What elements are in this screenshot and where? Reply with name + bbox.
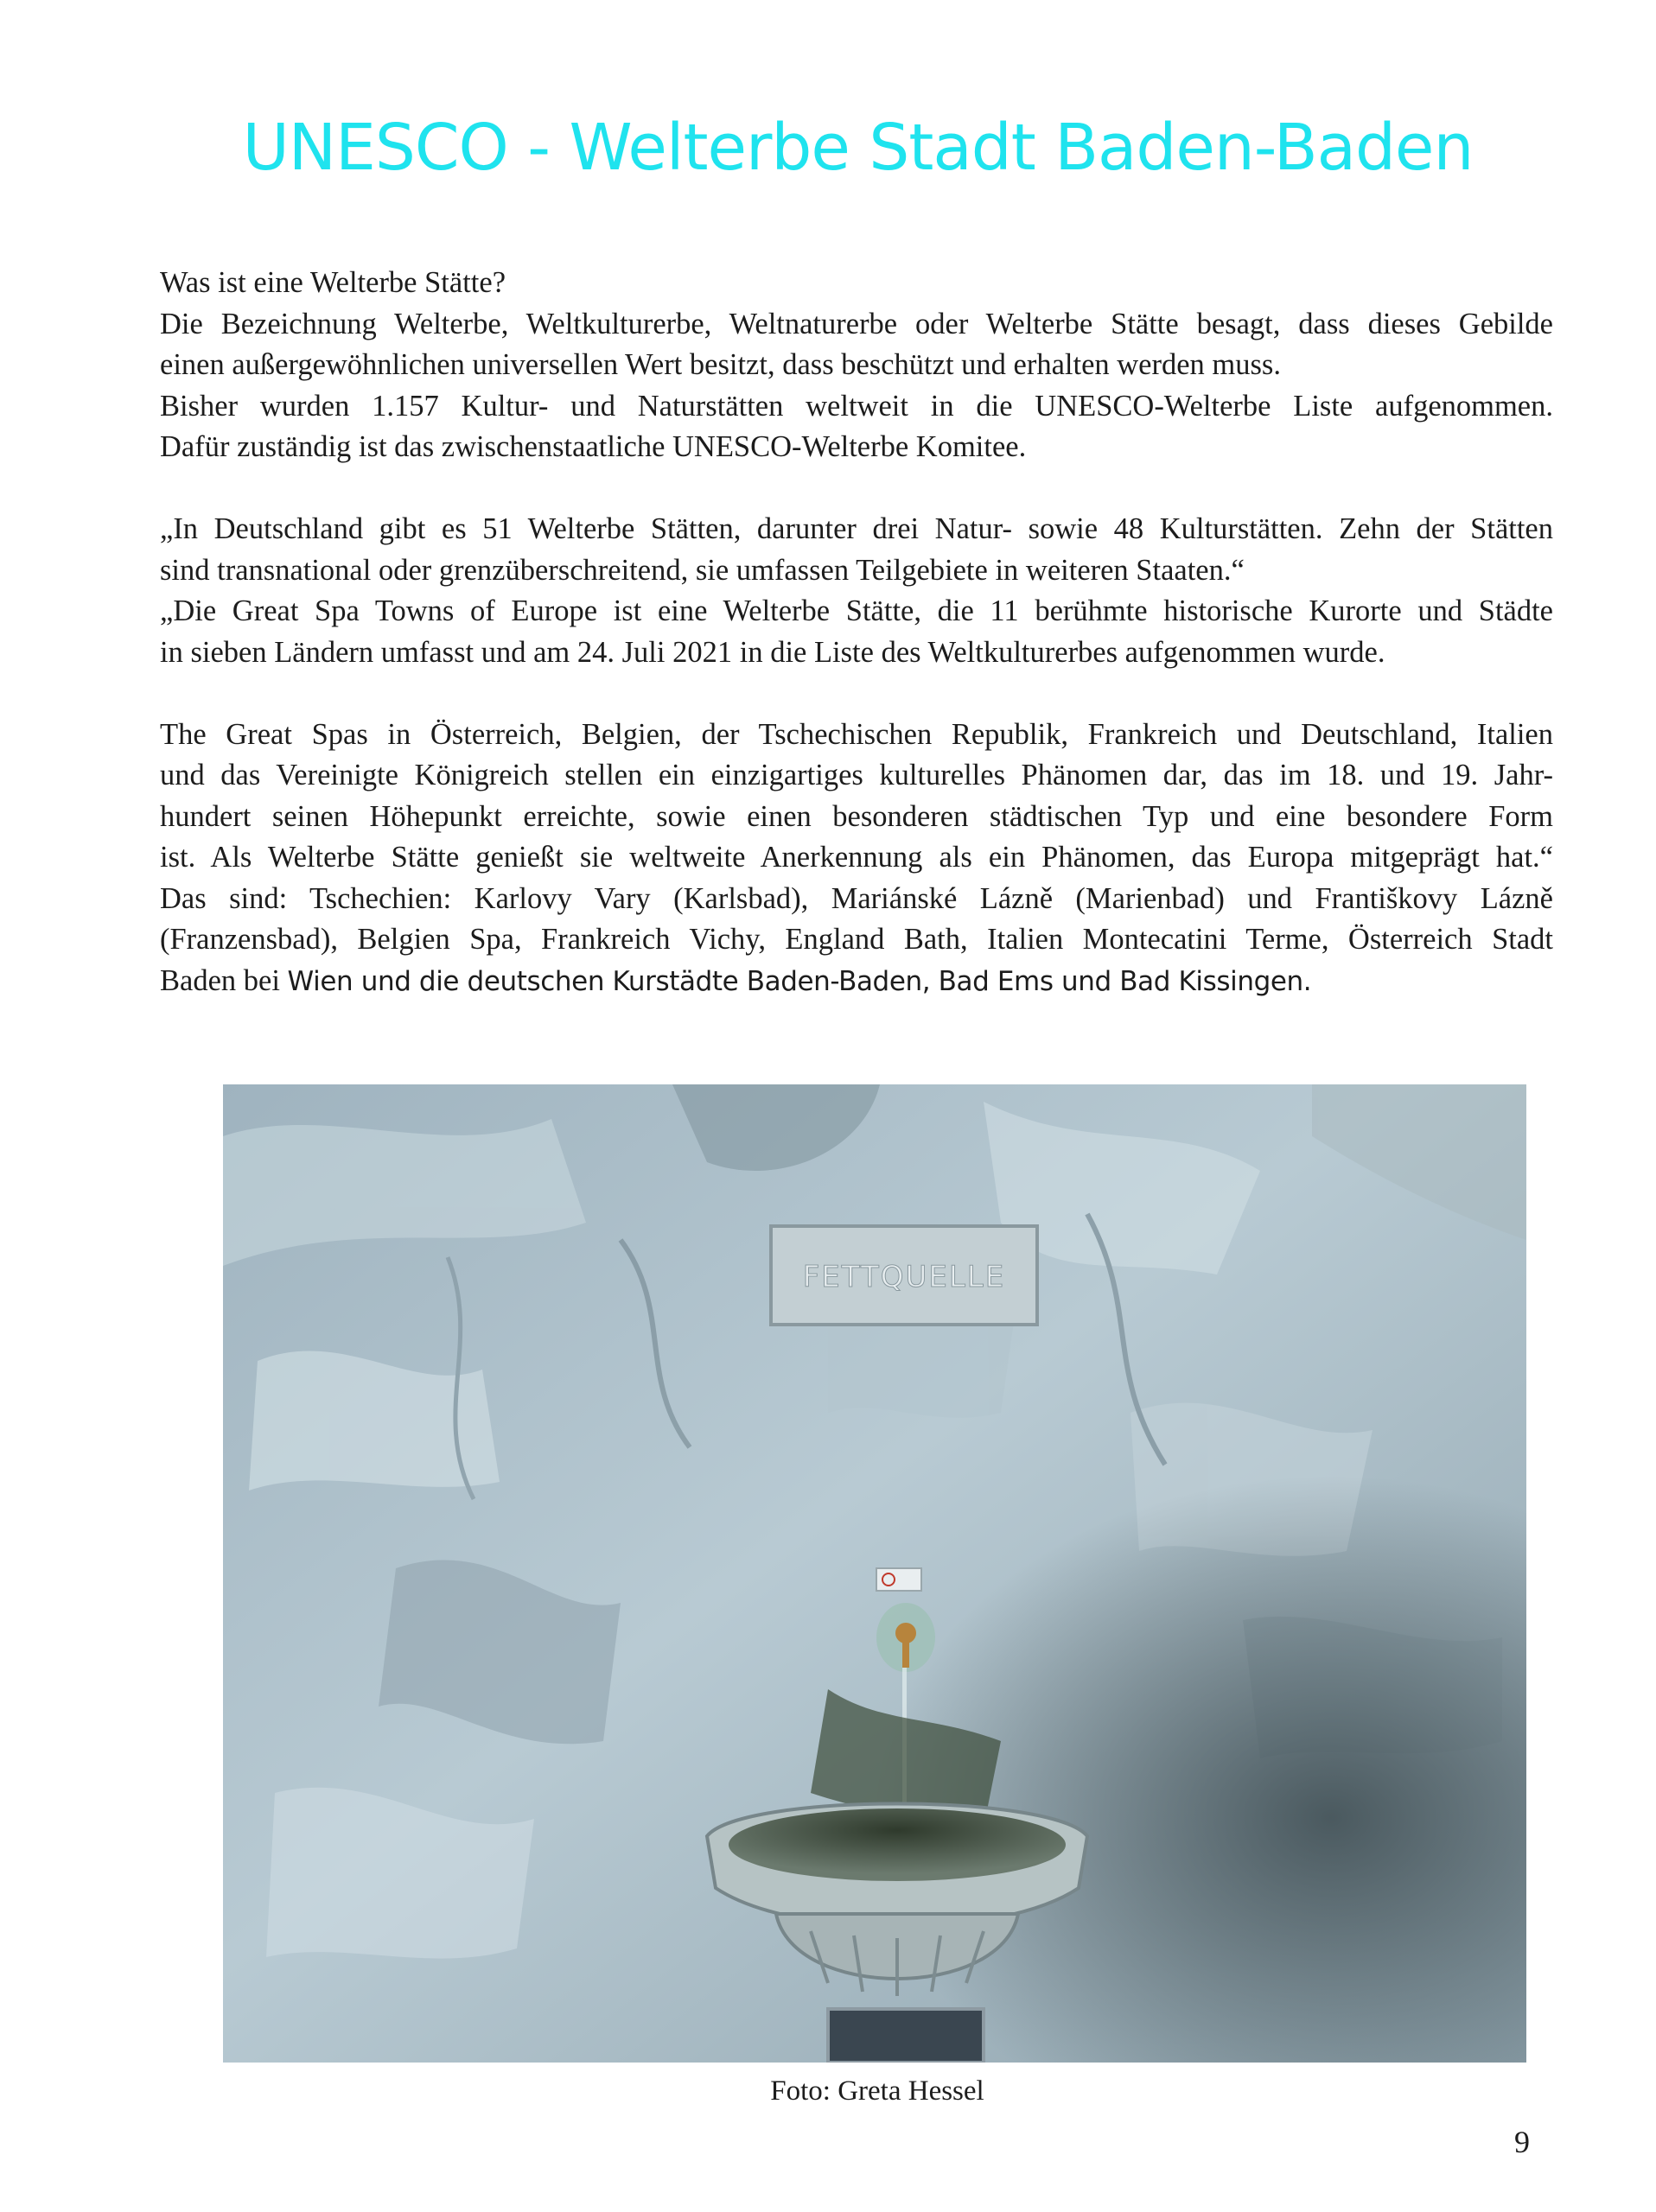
text-line: (Franzensbad), Belgien Spa, Frankreich Vichy, England Bath, Italien Montecatini Terme, Österreich Stadt	[160, 923, 1553, 956]
text-line: ist. Als Welterbe Stätte genießt sie weltweite Anerkennung als ein Phänomen, das Europa mitgeprägt hat.“	[160, 841, 1553, 874]
text-line: sind transnational oder grenzüberschreitend, sie umfassen Teilgebiete in weiteren Staaten.“	[160, 553, 1245, 587]
page-number: 9	[1514, 2125, 1530, 2159]
text-line: in sieben Ländern umfasst und am 24. Juli 2021 in die Liste des Weltkulturerbes aufgenommen wurde.	[160, 635, 1385, 669]
text-line: einen außergewöhnlichen universellen Wert besitzt, dass beschützt und erhalten werden muss.	[160, 348, 1281, 381]
paragraph-great-spas	[160, 715, 1553, 1003]
photo-caption: Foto: Greta Hessel	[770, 2075, 984, 2107]
text-line-last	[160, 961, 1553, 1003]
text-line: „Die Great Spa Towns of Europe ist eine Welterbe Stätte, die 11 berühmte historische Kurorte und Städte	[160, 594, 1553, 627]
paragraph-germany-sites	[160, 509, 1553, 673]
plaque-text: FETTQUELLE	[802, 1260, 1006, 1294]
plaque	[771, 1226, 1037, 1325]
text-line: und das Vereinigte Königreich stellen ein einzigartiges kulturelles Phänomen dar, das im 18. und 19. Jahr-	[160, 759, 1553, 791]
text-line-start: Baden bei	[160, 963, 288, 997]
text-line: „In Deutschland gibt es 51 Welterbe Stätten, darunter drei Natur- sowie 48 Kulturstätten. Zehn der Stätten	[160, 512, 1553, 545]
text-line: Die Bezeichnung Welterbe, Weltkulturerbe, Weltnaturerbe oder Welterbe Stätte besagt, dass dieses Gebilde	[160, 307, 1553, 340]
photo-fountain	[223, 1084, 1526, 2063]
page-title: UNESCO - Welterbe Stadt Baden-Baden	[242, 111, 1474, 185]
text-line: Was ist eine Welterbe Stätte?	[160, 266, 506, 299]
text-line: The Great Spas in Österreich, Belgien, der Tschechischen Republik, Frankreich und Deutschland, Italien	[160, 717, 1553, 751]
text-line: Bisher wurden 1.157 Kultur- und Naturstätten weltweit in die UNESCO-Welterbe Liste aufgenommen.	[160, 389, 1553, 423]
body-text	[160, 263, 1553, 1044]
text-line: hundert seinen Höhepunkt erreichte, sowie einen besonderen städtischen Typ und eine besondere Form	[160, 799, 1553, 833]
paragraph-welterbe-definition	[160, 263, 1553, 468]
text-line: Das sind: Tschechien: Karlovy Vary (Karlsbad), Mariánské Lázně (Marienbad) und Františkovy Lázně	[160, 881, 1553, 915]
text-line-end: Wien und die deutschen Kurstädte Baden-Baden, Bad Ems und Bad Kissingen.	[287, 965, 1312, 997]
text-line: Dafür zuständig ist das zwischenstaatliche UNESCO-Welterbe Komitee.	[160, 430, 1027, 463]
